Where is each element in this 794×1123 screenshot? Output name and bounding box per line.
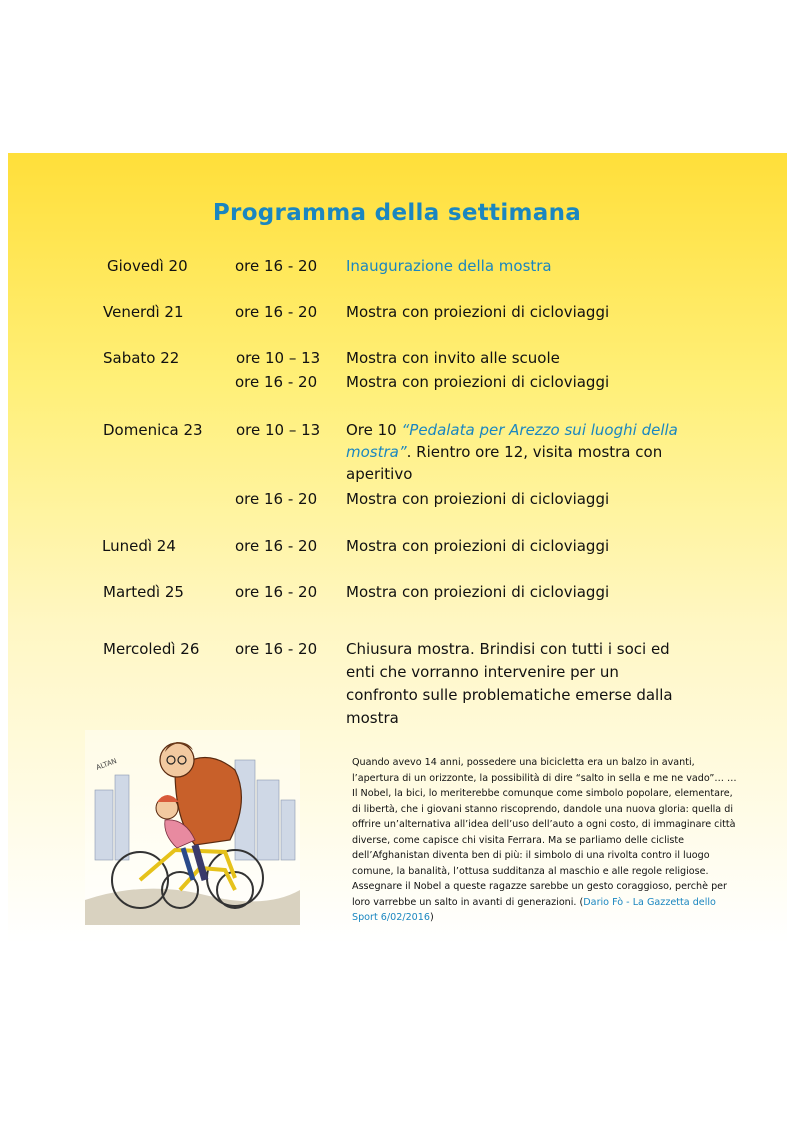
time-label: ore 16 - 20 (235, 257, 318, 275)
activity-text: Mostra con invito alle scuole (346, 349, 560, 367)
activity-text (346, 419, 691, 485)
day-label: Giovedì 20 (107, 257, 188, 275)
activity-text: Inaugurazione della mostra (346, 257, 552, 275)
activity-suffix: . Rientro ore 12, visita mostra con aperitivo (346, 443, 663, 483)
day-label: Martedì 25 (103, 583, 184, 601)
day-label: Domenica 23 (103, 421, 203, 439)
activity-text: Mostra con proiezioni di cicloviaggi (346, 303, 610, 321)
activity-text: Chiusura mostra. Brindisi con tutti i soci ed enti che vorranno intervenire per un confronto sulle problematiche emerse dalla mostra (346, 640, 673, 727)
quote-text: Quando avevo 14 anni, possedere una bicicletta era un balzo in avanti, l’apertura di un orizzonte, la possibilità di dire “salto in sella e me ne vado”… …Il Nobel, la bici, lo meriterebbe comunque come simbolo popolare, elementare, di libertà, che i giovani stanno riscoprendo, dandole una nuova gloria: quella di offrire un’alternativa all’idea dell’uso dell’auto a ogni costo, di immaginare città diverse, come capisce chi visita Ferrara. Ma se parliamo delle cicliste dell’Afghanistan diventa ben di più: il simbolo di una rivolta contro il luogo comune, la banalità, l’ottusa sudditanza al maschio e alle regole religiose. Assegnare il Nobel a queste ragazze sarebbe un gesto coraggioso, perchè per loro varrebbe un salto in avanti di generazioni. (352, 757, 737, 908)
quote-source: Dario Fò - La Gazzetta dello Sport 6/02/2016 (352, 896, 716, 923)
time-label: ore 10 – 13 (236, 421, 321, 439)
illustration-signature: ALTAN (94, 757, 118, 772)
activity-text: Mostra con proiezioni di cicloviaggi (346, 537, 610, 555)
activity-text: Mostra con proiezioni di cicloviaggi (346, 583, 610, 601)
activity-text: Mostra con proiezioni di cicloviaggi (346, 373, 610, 391)
day-label: Mercoledì 26 (103, 640, 200, 658)
quote-open-paren: ( (579, 896, 584, 908)
time-label: ore 16 - 20 (235, 537, 318, 555)
quote-close-paren: ) (430, 912, 434, 923)
day-label: Lunedì 24 (102, 537, 176, 555)
time-label: ore 16 - 20 (235, 303, 318, 321)
page-title: Programma della settimana (212, 200, 582, 226)
quote-block (352, 755, 742, 926)
cyclists-illustration (85, 730, 300, 925)
activity-prefix: Ore 10 (346, 421, 402, 439)
activity-text: Mostra con proiezioni di cicloviaggi (346, 490, 610, 508)
day-label: Sabato 22 (103, 349, 180, 367)
time-label: ore 16 - 20 (235, 640, 318, 658)
time-label: ore 16 - 20 (235, 583, 318, 601)
day-label: Venerdì 21 (103, 303, 184, 321)
time-label: ore 16 - 20 (235, 373, 318, 391)
time-label: ore 16 - 20 (235, 490, 318, 508)
time-label: ore 10 – 13 (236, 349, 321, 367)
activity-italic: “Pedalata per Arezzo sui luoghi della mostra” (346, 421, 678, 461)
